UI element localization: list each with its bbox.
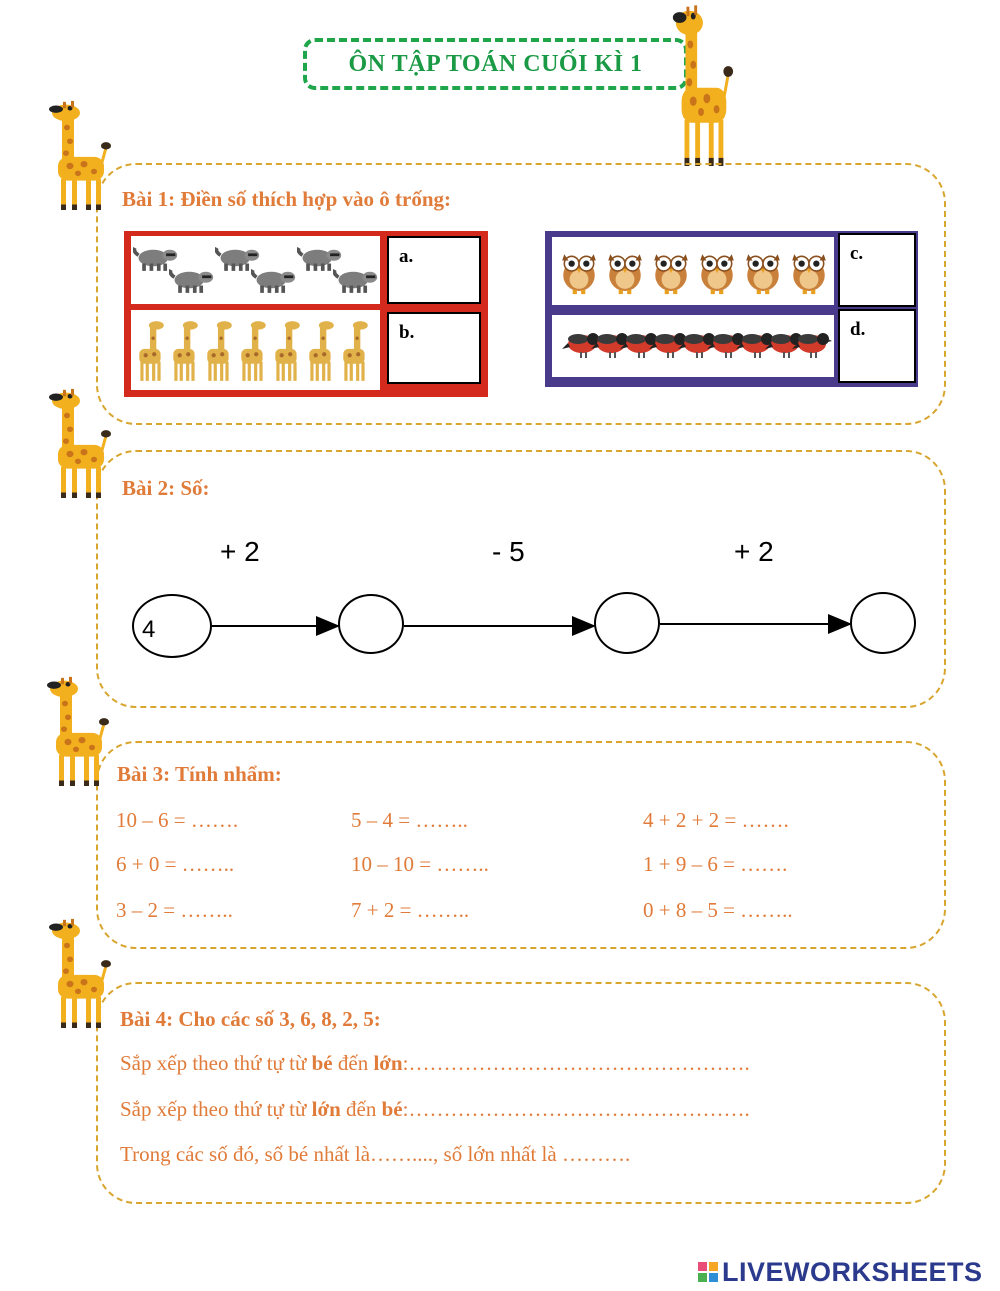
giraffe-icon bbox=[44, 918, 114, 1028]
operation-1: + 2 bbox=[220, 536, 260, 567]
min-max-line[interactable]: Trong các số đó, số bé nhất là……...., số lớn nhất là ………. bbox=[120, 1142, 631, 1166]
liveworksheets-logo bbox=[698, 1258, 990, 1286]
owls-picture bbox=[552, 237, 834, 305]
label-b: b. bbox=[399, 322, 415, 343]
label-a: a. bbox=[399, 246, 414, 267]
bai-1-heading: Bài 1: Điền số thích hợp vào ô trống: bbox=[122, 187, 451, 211]
logo-text: LIVEWORKSHEETS bbox=[722, 1256, 983, 1287]
expression[interactable]: 10 – 6 = ……. bbox=[116, 808, 239, 832]
giraffes-picture bbox=[131, 310, 380, 390]
expression[interactable]: 0 + 8 – 5 = …….. bbox=[643, 898, 793, 922]
giraffe-icon bbox=[44, 388, 114, 498]
answer-box-d[interactable] bbox=[838, 309, 916, 383]
number-circle-1[interactable] bbox=[338, 594, 404, 654]
bai-4-heading: Bài 4: Cho các số 3, 6, 8, 2, 5: bbox=[120, 1007, 381, 1031]
sort-ascending-line[interactable]: Sắp xếp theo thứ tự từ bé đến lớn:…………………………………………. bbox=[120, 1051, 750, 1075]
number-circle-2[interactable] bbox=[594, 592, 660, 654]
giraffe-icon bbox=[44, 100, 114, 210]
number-circle-start bbox=[132, 594, 212, 658]
start-number: 4 bbox=[142, 616, 156, 643]
logo-mark-icon bbox=[698, 1262, 718, 1282]
expression[interactable]: 6 + 0 = …….. bbox=[116, 852, 235, 876]
raccoon-picture bbox=[131, 236, 380, 304]
expression[interactable]: 5 – 4 = …….. bbox=[351, 808, 468, 832]
expression[interactable]: 1 + 9 – 6 = ……. bbox=[643, 852, 788, 876]
expression[interactable]: 7 + 2 = …….. bbox=[351, 898, 470, 922]
operation-2: - 5 bbox=[492, 536, 525, 567]
birds-picture bbox=[552, 315, 834, 377]
answer-box-a[interactable] bbox=[387, 236, 481, 304]
sort-descending-line[interactable]: Sắp xếp theo thứ tự từ lớn đến bé:…………………………………………. bbox=[120, 1097, 750, 1121]
operation-3: + 2 bbox=[734, 536, 774, 567]
answer-box-c[interactable] bbox=[838, 233, 916, 307]
label-c: c. bbox=[850, 243, 864, 264]
worksheet-title: ÔN TẬP TOÁN CUỐI KÌ 1 bbox=[303, 38, 688, 90]
giraffe-icon bbox=[42, 676, 112, 786]
label-d: d. bbox=[850, 319, 866, 340]
expression[interactable]: 3 – 2 = …….. bbox=[116, 898, 233, 922]
number-circle-3[interactable] bbox=[850, 592, 916, 654]
expression[interactable]: 10 – 10 = …….. bbox=[351, 852, 489, 876]
answer-box-b[interactable] bbox=[387, 312, 481, 384]
bai-2-heading: Bài 2: Số: bbox=[122, 476, 210, 500]
expression[interactable]: 4 + 2 + 2 = ……. bbox=[643, 808, 789, 832]
bai-3-heading: Bài 3: Tính nhẩm: bbox=[117, 762, 282, 786]
big-giraffe-illustration bbox=[668, 4, 736, 166]
